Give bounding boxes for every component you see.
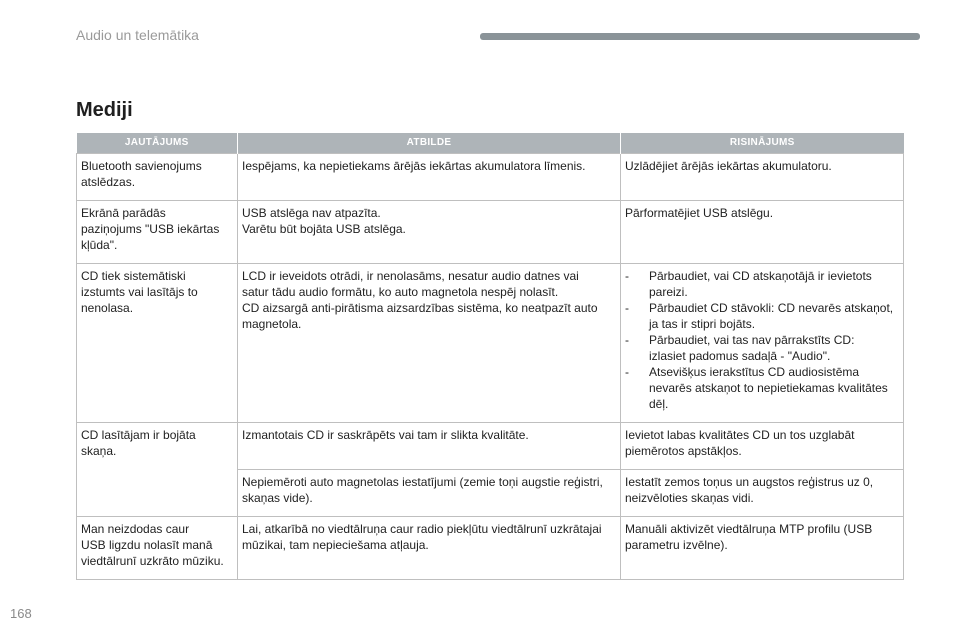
solution-cell (621, 423, 904, 470)
cell-line: Pārbaudiet CD stāvokli: CD nevarēs atskaņot, (649, 301, 894, 315)
cell-line: ja tas ir stipri bojāts. (649, 317, 756, 331)
cell-line: Varētu būt bojāta USB atslēga. (242, 222, 406, 236)
table-row (77, 201, 904, 264)
question-cell (77, 154, 238, 201)
cell-line: pareizi. (649, 285, 688, 299)
cell-line: viedtālrunī uzkrāto mūziku. (81, 554, 224, 568)
bullet-dash: - (625, 301, 629, 315)
cell-line: Man neizdodas caur (81, 522, 190, 536)
cell-line: izstumts vai lasītājs to (81, 285, 198, 299)
cell-line: USB atslēga nav atpazīta. (242, 206, 381, 220)
column-header-answer: ATBILDE (238, 133, 621, 154)
cell-line: kļūda". (81, 238, 118, 252)
solution-cell (621, 154, 904, 201)
cell-line: nenolasa. (81, 301, 134, 315)
cell-line: Manuāli aktivizēt viedtālruņa MTP profilu (USB (625, 522, 873, 536)
cell-line: Nepiemēroti auto magnetolas iestatījumi (zemie toņi augstie reģistri, (242, 475, 603, 489)
bullet-dash: - (625, 365, 629, 379)
cell-line: Iespējams, ka nepietiekams ārējās iekārtas akumulatora līmenis. (242, 159, 586, 173)
cell-line: Bluetooth savienojums (81, 159, 202, 173)
solution-cell (621, 470, 904, 517)
solution-step (625, 300, 899, 332)
solution-step (625, 268, 899, 300)
bullet-dash: - (625, 333, 629, 347)
cell-line: CD aizsargā anti-pirātisma aizsardzības sistēma, ko neatpazīt auto (242, 301, 598, 315)
table-row (77, 423, 904, 470)
cell-line: mūzikai, tam nepieciešama atļauja. (242, 538, 429, 552)
header-decoration-bar (480, 33, 920, 40)
question-cell (77, 517, 238, 580)
cell-line: neizvēloties skaņas vidi. (625, 491, 754, 505)
table-row (77, 264, 904, 423)
cell-line: LCD ir ieveidots otrādi, ir nenolasāms, nesatur audio datnes vai (242, 269, 579, 283)
solution-step (625, 332, 899, 364)
cell-line: USB ligzdu nolasīt manā (81, 538, 213, 552)
cell-line: CD tiek sistemātiski (81, 269, 186, 283)
question-cell (77, 423, 238, 517)
cell-line: nevarēs atskaņot to nepietiekamas kvalitātes (649, 381, 888, 395)
cell-line: Pārbaudiet, vai tas nav pārrakstīts CD: (649, 333, 855, 347)
bullet-dash: - (625, 269, 629, 283)
question-cell (77, 264, 238, 423)
cell-line: skaņas vide). (242, 491, 313, 505)
table-header-row (77, 133, 904, 154)
solution-cell (621, 264, 904, 423)
solution-step (625, 364, 899, 412)
cell-line: atslēdzas. (81, 175, 136, 189)
table-row (77, 517, 904, 580)
answer-cell (238, 201, 621, 264)
answer-cell (238, 470, 621, 517)
solution-steps-list (625, 268, 899, 412)
answer-cell (238, 423, 621, 470)
cell-line: Pārformatējiet USB atslēgu. (625, 206, 774, 220)
cell-line: Iestatīt zemos toņus un augstos reģistrus uz 0, (625, 475, 874, 489)
cell-line: CD lasītājam ir bojāta (81, 428, 196, 442)
cell-line: Pārbaudiet, vai CD atskaņotājā ir ievietots (649, 269, 872, 283)
cell-line: Ekrānā parādās (81, 206, 166, 220)
cell-line: izlasiet padomus sadaļā - "Audio". (649, 349, 831, 363)
column-header-solution: RISINĀJUMS (621, 133, 904, 154)
section-label: Audio un telemātika (76, 27, 199, 43)
page-title: Mediji (76, 99, 133, 121)
answer-cell (238, 517, 621, 580)
troubleshooting-table (76, 133, 904, 580)
answer-cell (238, 264, 621, 423)
question-cell (77, 201, 238, 264)
answer-cell (238, 154, 621, 201)
table-row (77, 154, 904, 201)
cell-line: piemērotos apstākļos. (625, 444, 742, 458)
cell-line: Atsevišķus ierakstītus CD audiosistēma (649, 365, 860, 379)
cell-line: magnetola. (242, 317, 302, 331)
cell-line: parametru izvēlne). (625, 538, 728, 552)
cell-line: Uzlādējiet ārējās iekārtas akumulatoru. (625, 159, 832, 173)
solution-cell (621, 517, 904, 580)
solution-cell (621, 201, 904, 264)
cell-line: skaņa. (81, 444, 117, 458)
column-header-question: JAUTĀJUMS (77, 133, 238, 154)
cell-line: Ievietot labas kvalitātes CD un tos uzglabāt (625, 428, 855, 442)
page-number: 168 (10, 606, 32, 621)
cell-line: satur tādu audio formātu, ko auto magnetola nespēj nolasīt. (242, 285, 559, 299)
cell-line: dēļ. (649, 397, 669, 411)
cell-line: paziņojums "USB iekārtas (81, 222, 220, 236)
cell-line: Lai, atkarībā no viedtālruņa caur radio piekļūtu viedtālrunī uzkrātajai (242, 522, 602, 536)
cell-line: Izmantotais CD ir saskrāpēts vai tam ir slikta kvalitāte. (242, 428, 529, 442)
